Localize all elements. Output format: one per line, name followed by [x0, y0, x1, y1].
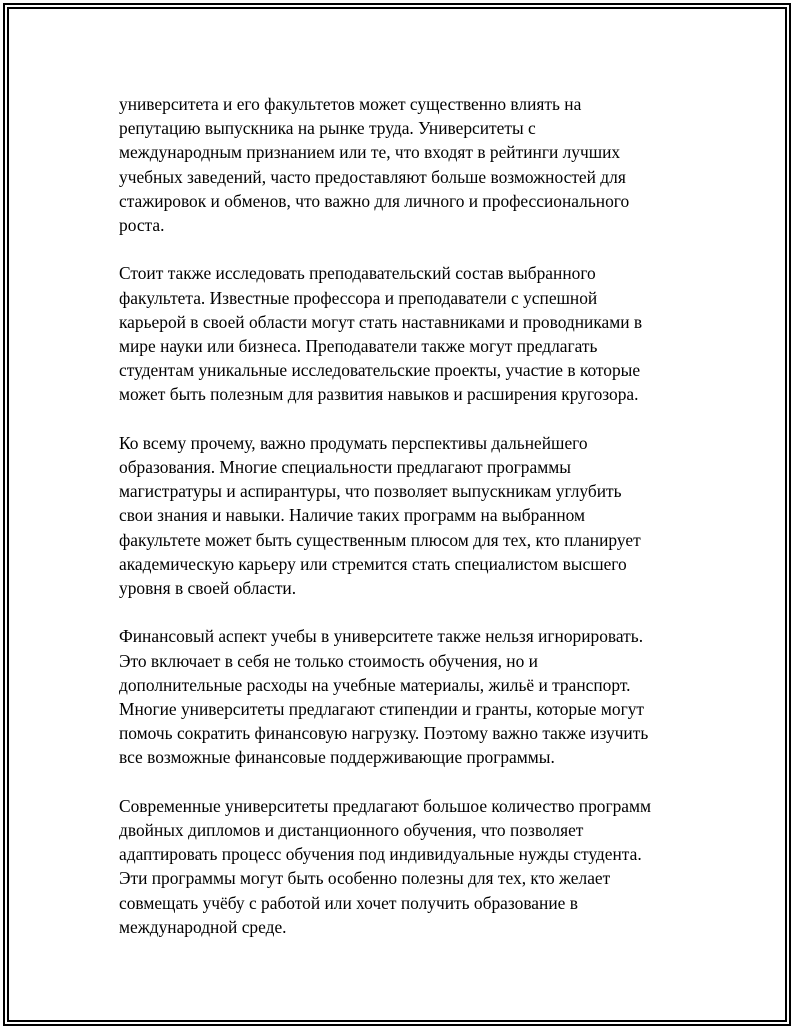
paragraph: Современные университеты предлагают большое количество программ двойных дипломов и дистанционного обучения, что позволяет адаптировать процесс обучения под индивидуальные нужды студента. Эти программы могут быть особенно полезны для тех, кто желает совмещать учёбу с работой или хочет получить образование в международной среде.: [119, 795, 652, 937]
paragraph: университета и его факультетов может существенно влиять на репутацию выпускника на рынке труда. Университеты с международным признанием или те, что входят в рейтинги лучших учебных заведений, часто предоставляют больше возможностей для стажировок и обменов, что важно для личного и профессионального роста.: [119, 94, 630, 236]
paragraph: Финансовый аспект учебы в университете также нельзя игнорировать. Это включает в себя не только стоимость обучения, но и дополнительные расходы на учебные материалы, жильё и транспорт. Многие университеты предлагают стипендии и гранты, которые могут помочь сократить финансовую нагрузку. Поэтому важно также изучить все возможные финансовые поддерживающие программы.: [119, 626, 649, 768]
paragraph: Стоит также исследовать преподавательский состав выбранного факультета. Известные профессора и преподаватели с успешной карьерой в своей области могут стать наставниками и проводниками в мире науки или бизнеса. Преподаватели также могут предлагать студентам уникальные исследовательские проекты, участие в которые может быть полезным для развития навыков и расширения кругозора.: [119, 263, 643, 405]
paragraph: Ко всему прочему, важно продумать перспективы дальнейшего образования. Многие специальности предлагают программы магистратуры и аспирантуры, что позволяет выпускникам углубить свои знания и навыки. Наличие таких программ на выбранном факультете может быть существенным плюсом для тех, кто планирует академическую карьеру или стремится стать специалистом высшего уровня в своей области.: [119, 432, 641, 599]
document-body: [119, 92, 694, 963]
